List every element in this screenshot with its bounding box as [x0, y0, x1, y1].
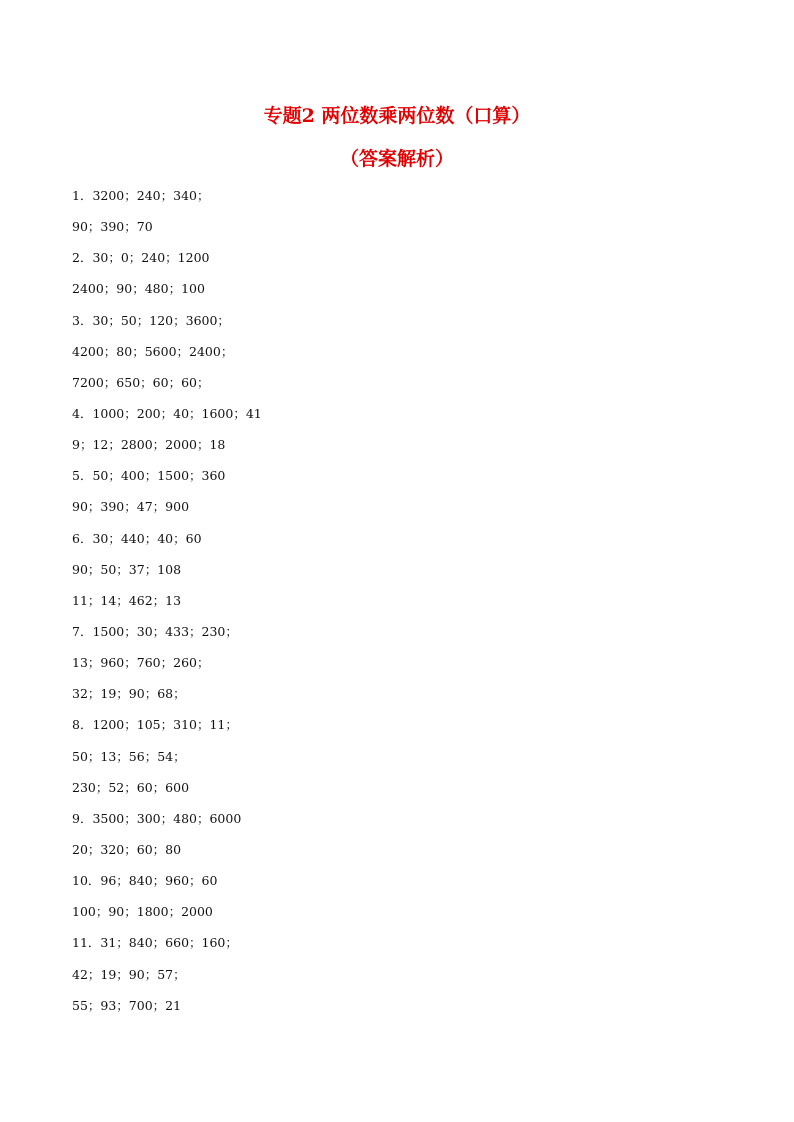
answer-line: 11；14；462；13: [72, 592, 182, 608]
answer-line: 20；320；60；80: [72, 841, 182, 857]
answer-list: [72, 187, 752, 1028]
answer-line: 55；93；700；21: [72, 997, 182, 1013]
answer-line: 32；19；90；68；: [72, 686, 186, 702]
answer-line: 2400；90；480；100: [72, 281, 205, 297]
page-title: 专题2 两位数乘两位数（口算）: [263, 105, 531, 127]
answer-line: 90；390；47；900: [72, 499, 190, 515]
answer-line: 1．3200；240；340；: [72, 188, 210, 203]
answer-line: 11．31；840；660；160；: [72, 935, 238, 951]
answer-line: 90；390；70: [72, 219, 153, 235]
answer-line: 100；90；1800；2000: [72, 904, 213, 920]
answer-line: 4．1000；200；40；1600；41: [72, 405, 262, 421]
answer-line: 5．50；400；1500；360: [72, 468, 226, 484]
answer-line: 50；13；56；54；: [72, 748, 186, 764]
answer-line: 7200；650；60；60；: [72, 374, 210, 390]
answer-line: 230；52；60；600: [72, 779, 190, 795]
answer-line: 8．1200；105；310；11；: [72, 717, 238, 733]
answer-line: 4200；80；5600；2400；: [72, 343, 234, 359]
answer-line: 42；19；90；57；: [72, 966, 186, 982]
answer-line: 7．1500；30；433；230；: [72, 623, 238, 639]
answer-line: 3．30；50；120；3600；: [72, 312, 230, 328]
answer-line: 2．30；0；240；1200: [72, 250, 210, 266]
page-subtitle: （答案解析）: [339, 148, 454, 170]
answer-line: 6．30；440；40；60: [72, 530, 202, 546]
answer-line: 90；50；37；108: [72, 561, 182, 577]
answer-line: 9．3500；300；480；6000: [72, 810, 242, 826]
answer-line: 9；12；2800；2000；18: [72, 437, 226, 453]
answer-line: 13；960；760；260；: [72, 655, 210, 671]
answer-line: 10．96；840；960；60: [72, 873, 218, 889]
